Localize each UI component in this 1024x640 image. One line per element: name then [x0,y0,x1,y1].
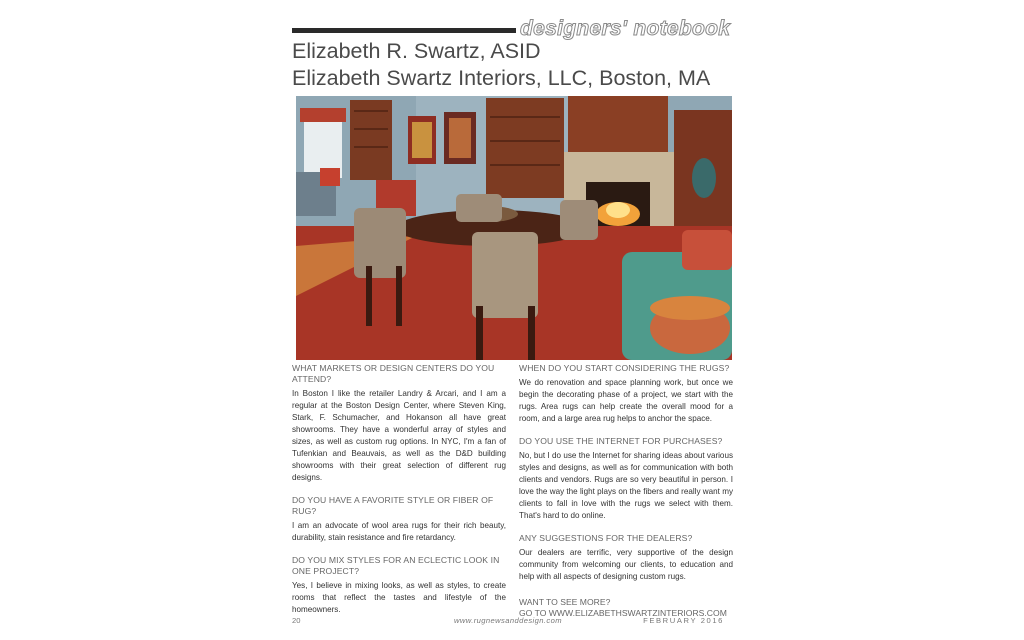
answer-dealers: Our dealers are terrific, very supportive of the design community from welcoming our clients, to education and help with all aspects of designing custom rugs. [519,548,733,581]
question-favorite-fiber: DO YOU HAVE A FAVORITE STYLE OR FIBER OF RUG? [292,495,494,516]
see-more-label: WANT TO SEE MORE? [519,597,611,607]
interior-photo-illustration [296,96,732,360]
question-rugs-timing: WHEN DO YOU START CONSIDERING THE RUGS? [519,363,730,373]
question-markets: WHAT MARKETS OR DESIGN CENTERS DO YOU ATTEND? [292,363,495,384]
footer-url[interactable]: www.rugnewsanddesign.com [454,616,562,625]
header-rule [292,28,516,33]
interior-photo [296,96,732,360]
section-kicker: designers' notebook [520,17,731,40]
answer-favorite-fiber: I am an advocate of wool area rugs for their rich beauty, durability, stain resistance and fire retardancy. [292,521,506,542]
magazine-page [292,14,734,634]
answer-rugs-timing: We do renovation and space planning work, but once we begin the decorating phase of a project, we start with the rugs. Area rugs can help create the overall mood for a room, and a large area rug helps to anchor the space. [519,378,733,423]
answer-internet: No, but I do use the Internet for sharing ideas about various styles and designs, as well as for communication with both clients and vendors. Rugs are so very beautiful in person. I love the way the light plays on the fibers and really want my clients to fall in love with the rugs we select with them. That's hard to do online. [519,451,733,520]
left-column [292,363,506,616]
right-column [519,363,733,619]
page-number: 20 [292,616,301,625]
firm-name: Elizabeth Swartz Interiors, LLC, Boston, MA [292,66,711,90]
answer-markets: In Boston I like the retailer Landry & Arcari, and I am a regular at the Boston Design Center, where Steven King, Stark, F. Schumacher, and Hokanson all have great showrooms. They have a wonderful array of styles and sizes, as well as custom rug options. In NYC, I'm a fan of Tufenkian and Beauvais, as well as the D&D building showrooms with their great selection of different rug designs. [292,389,506,482]
question-dealers: ANY SUGGESTIONS FOR THE DEALERS? [519,533,693,543]
website-link[interactable]: GO TO WWW.ELIZABETHSWARTZINTERIORS.COM [519,608,727,618]
question-mix-styles: DO YOU MIX STYLES FOR AN ECLECTIC LOOK IN ONE PROJECT? [292,555,500,576]
issue-date: FEBRUARY 2016 [643,616,724,625]
answer-mix-styles: Yes, I believe in mixing looks, as well as styles, to create rooms that reflect the tastes and lifestyle of the homeowners. [292,581,506,614]
question-internet: DO YOU USE THE INTERNET FOR PURCHASES? [519,436,723,446]
designer-name: Elizabeth R. Swartz, ASID [292,39,541,63]
